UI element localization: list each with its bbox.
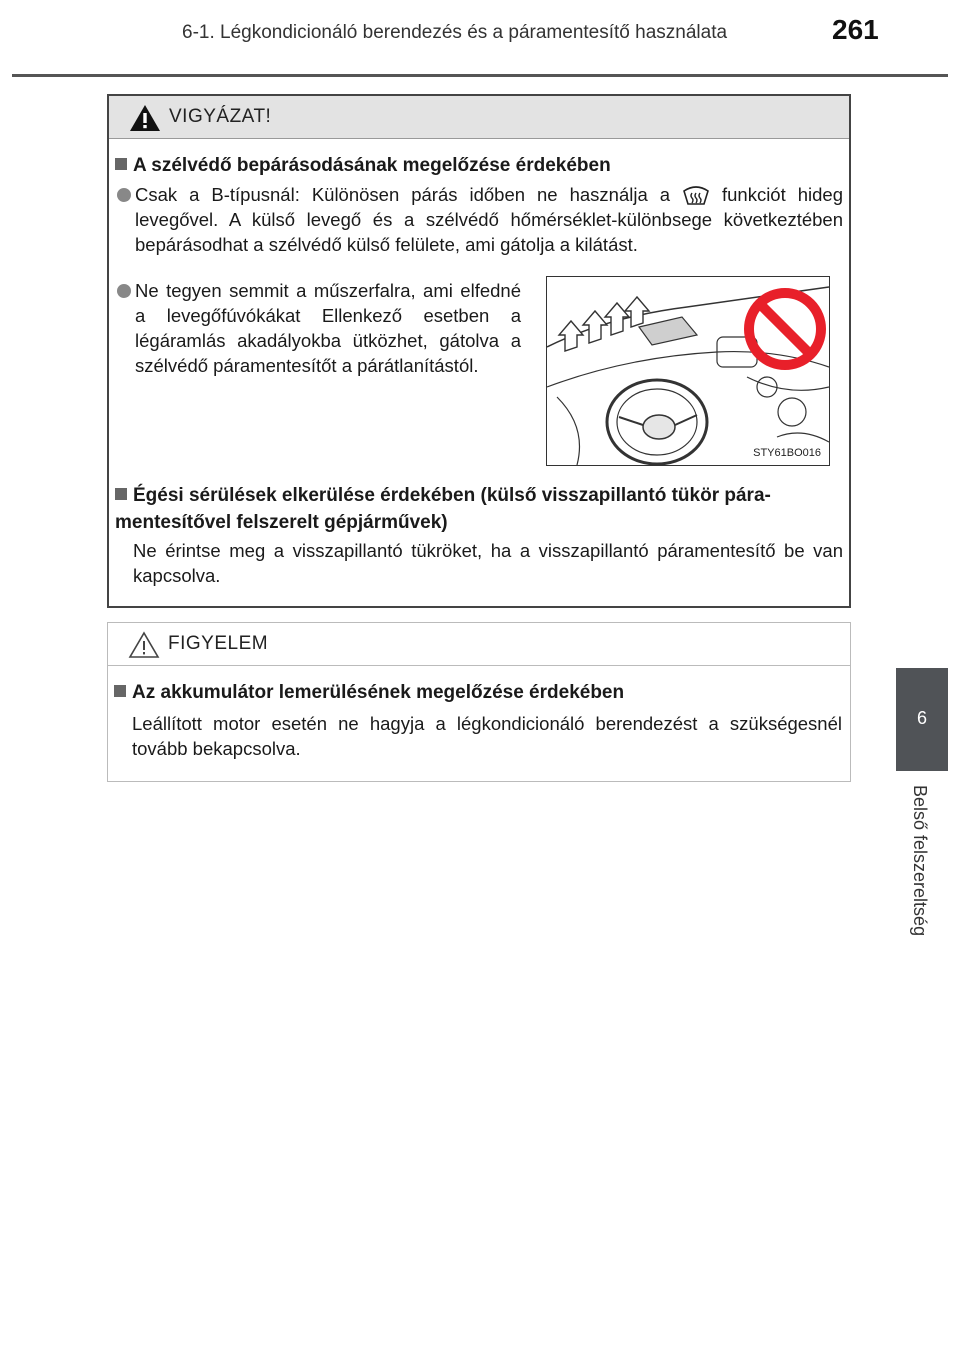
caution-triangle-icon bbox=[128, 631, 160, 659]
chapter-tab bbox=[896, 668, 948, 771]
dashboard-illustration bbox=[546, 276, 830, 466]
bullet-text-part1: Csak a B-típusnál: Különösen párás időben ne használja a bbox=[135, 184, 671, 205]
bullet-text-part2: funkciót hideg levegővel. A külső levegő és a szélvédő hőmérséklet-különbsege következtében bepárásodhat a szélvédő külső felülete, ami gátolja a kilátást. bbox=[135, 184, 843, 255]
section-paragraph: Leállított motor esetén ne hagyja a légkondicionáló berendezést a szükségesnél tovább bekapcsolva. bbox=[132, 713, 842, 759]
section-heading bbox=[115, 152, 835, 179]
warning-box-header bbox=[109, 96, 849, 139]
page-number: 261 bbox=[832, 14, 879, 45]
section-heading-text: Égési sérülések elkerülése érdekében (külső visszapillantó tükör páramentesítővel felszerelt gépjárművek) bbox=[115, 485, 771, 533]
bullet-paragraph: Ne tegyen semmit a műszerfalra, ami elfedné a levegőfúvókákat Ellenkező esetben a légáramlás akadályokba ütközhet, gátolva a szélvédő páramentesítőt a párátlanítástól. bbox=[135, 280, 521, 376]
square-bullet-icon bbox=[114, 685, 126, 697]
section-heading bbox=[115, 482, 845, 536]
notice-box-title: FIGYELEM bbox=[168, 633, 269, 654]
illustration-code: STY61BO016 bbox=[753, 447, 821, 459]
notice-box-header bbox=[108, 623, 850, 666]
square-bullet-icon bbox=[115, 158, 127, 170]
chapter-label: Belső felszereltség bbox=[910, 785, 930, 937]
bullet-paragraph bbox=[135, 182, 843, 257]
square-bullet-icon bbox=[115, 488, 127, 500]
dashboard-drawing bbox=[547, 277, 829, 465]
windshield-defroster-icon bbox=[682, 185, 710, 205]
section-heading-text: Az akkumulátor lemerülésének megelőzése érdekében bbox=[132, 682, 625, 703]
header-title: 6-1. Légkondicionáló berendezés és a páramentesítő használata bbox=[182, 22, 728, 43]
section-heading bbox=[114, 679, 834, 706]
warning-box-title: VIGYÁZAT! bbox=[169, 106, 272, 127]
warning-box bbox=[107, 94, 851, 608]
chapter-number: 6 bbox=[916, 708, 927, 728]
notice-box bbox=[107, 622, 851, 782]
section-heading-text: A szélvédő bepárásodásának megelőzése érdekében bbox=[133, 155, 611, 176]
header-rule bbox=[12, 74, 948, 77]
bullet-dot-icon bbox=[117, 188, 131, 202]
bullet-dot-icon bbox=[117, 284, 131, 298]
section-paragraph: Ne érintse meg a visszapillantó tükröket, ha a visszapillantó páramentesítő be van kapcsolva. bbox=[133, 540, 843, 586]
warning-triangle-icon bbox=[129, 104, 161, 132]
